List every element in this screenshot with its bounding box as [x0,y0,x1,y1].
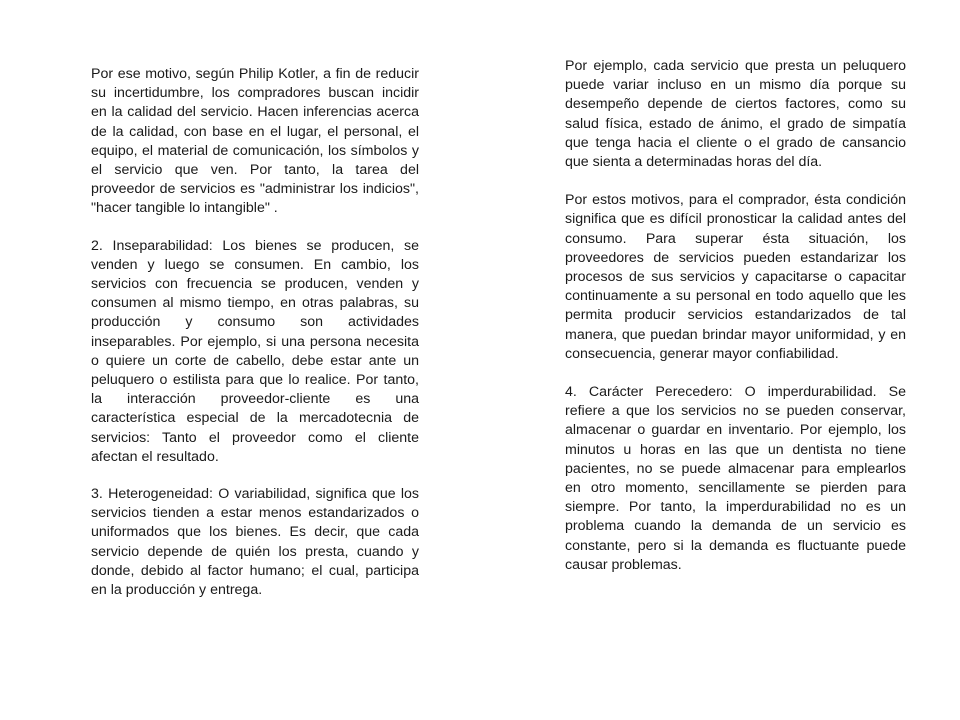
paragraph-ejemplo-peluquero: Por ejemplo, cada servicio que presta un peluquero puede variar incluso en un mismo día porque su desempeño depende de ciertos factores, como su salud física, estado de ánimo, el grado de simpatía que tenga hacia el cliente o el grado de cansancio que sienta a determinadas horas del día. [565,58,906,171]
paragraph-inseparabilidad: 2. Inseparabilidad: Los bienes se producen, se venden y luego se consumen. En cambio, los servicios con frecuencia se producen, venden y consumen al mismo tiempo, en otras palabras, su producción y consumo son actividades inseparables. Por ejemplo, si una persona necesita o quiere un corte de cabello, debe estar ante un peluquero o estilista para que lo realice. Por tanto, la interacción proveedor-cliente es una característica especial de la mercadotecnia de servicios: Tanto el proveedor como el cliente afectan el resultado. [91,237,419,465]
paragraph-kotler-indicios: Por ese motivo, según Philip Kotler, a fin de reducir su incertidumbre, los compradores buscan incidir en la calidad del servicio. Hacen inferencias acerca de la calidad, con base en el lugar, el personal, el equipo, el material de comunicación, los símbolos y el servicio que ven. Por tanto, la tarea del proveedor de servicios es "administrar los indicios", "hacer tangible lo intangible" . [91,66,419,217]
paragraph-heterogeneidad: 3. Heterogeneidad: O variabilidad, significa que los servicios tienden a estar menos estandarizados o uniformados que los bienes. Es decir, que cada servicio depende de quién los presta, cuando y donde, debido al factor humano; el cual, participa en la producción y entrega. [91,486,419,599]
paragraph-motivos-comprador: Por estos motivos, para el comprador, ésta condición significa que es difícil pronosticar la calidad antes del consumo. Para superar ésta situación, los proveedores de servicios pueden estandarizar los procesos de sus servicios y capacitarse o capacitar continuamente a su personal en todo aquello que les permita producir servicios estandarizados de tal manera, que puedan brindar mayor uniformidad, y en consecuencia, generar mayor confiabilidad. [565,192,906,362]
paragraph-caracter-perecedero: 4. Carácter Perecedero: O imperdurabilidad. Se refiere a que los servicios no se pueden conservar, almacenar o guardar en inventario. Por ejemplo, los minutos u horas en las que un dentista no tiene pacientes, no se puede almacenar para emplearlos en otro momento, sencillamente se pierden para siempre. Por tanto, la imperdurabilidad no es un problema cuando la demanda de un servicio es constante, pero si la demanda es fluctuante puede causar problemas. [565,384,906,573]
left-text-column [91,65,419,618]
right-text-column [565,57,906,594]
